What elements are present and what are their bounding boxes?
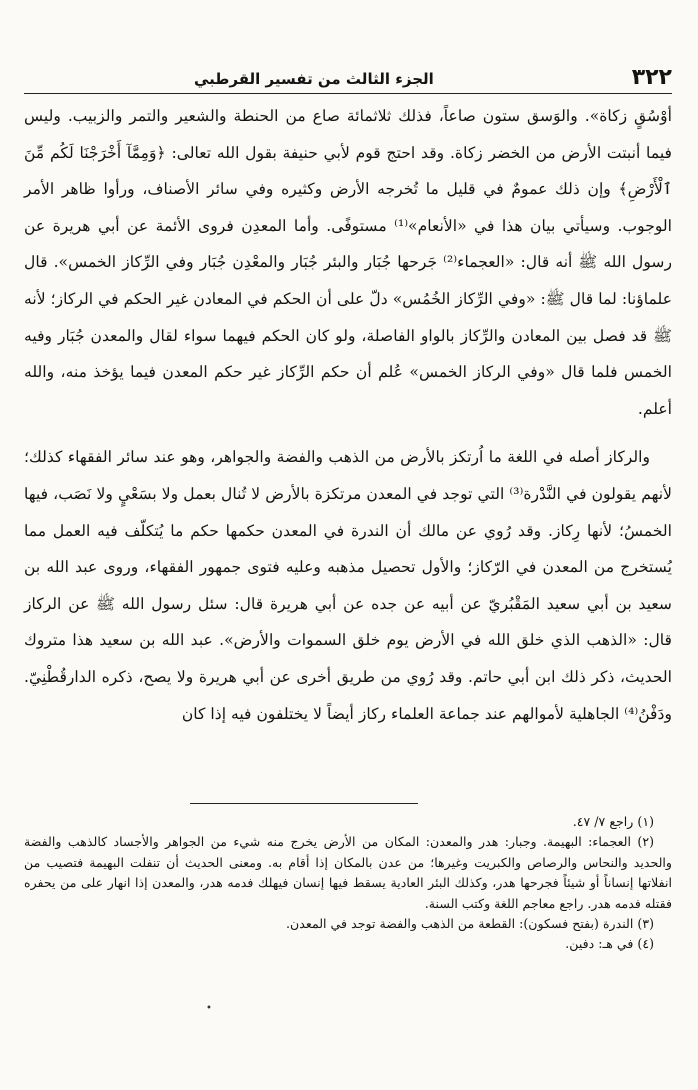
footnote-3: (٣) الندرة (بفتح فسكون): القطعة من الذهب والفضة توجد في المعدن.: [286, 916, 654, 932]
footnote-divider: [190, 803, 418, 804]
body-paragraph: والركاز أصله في اللغة ما اُرتكز بالأرض من الذهب والفضة والجواهر، وهو عند سائر الفقهاء كذلك؛ لأنهم يقولون في النَّدْرة⁽³⁾ التي توجد في المعدن مرتكزة بالأرض لا تُنال بعمل ولا بسَعْيٍ ولا نَصَب، فيها الخمسُ؛ لأنها رِكاز. وقد رُوي عن مالك أن الندرة في المعدن حكمها حكم ما يُتكلّف فيه العمل مما يُستخرج من المعدن في الرّكاز؛ والأول تحصيل مذهبه وعليه فتوى جمهور الفقهاء، وروى عبد الله بن سعيد بن أبي سعيد المَقْبُريّ عن أبيه عن جده عن أبي هريرة قال: سئل رسول الله ﷺ عن الركاز قال: «الذهب الذي خلق الله في الأرض يوم خلق السموات والأرض». عبد الله بن سعيد هذا متروك الحديث، ذكر ذلك ابن أبي حاتم. وقد رُوي من طريق أخرى عن أبي هريرة ولا يصح، ذكره الدارقُطْنِيّ. ودَفْنُ⁽⁴⁾ الجاهلية لأموالهم عند جماعة العلماء ركاز أيضاً لا يختلفون فيه إذا كان: [24, 448, 673, 723]
body-paragraph: أوْسُقٍ زكاة». والوَسق ستون صاعاً، فذلك ثلاثمائة صاع من الحنطة والشعير والتمر والزبيب. وليس فيما أنبتت الأرض من الخضر زكاة. وقد احتج قوم لأبي حنيفة بقول الله تعالى: ﴿وَمِمَّآ أَخْرَجْنَا لَكُم مِّنَ ٱلْأَرْضِ﴾ وإن ذلك عمومٌ في قليل ما تُخرجه الأرض وكثيره وفي سائر الأصناف، ورأوا ظاهر الأمر الوجوب. وسيأتي بيان هذا في «الأنعام»⁽¹⁾ مستوفًى. وأما المعدِن فروى الأئمة عن أبي هريرة عن رسول الله ﷺ أنه قال: «العجماء⁽²⁾ جَرحها جُبَار والبئر جُبَار والمعْدِن جُبَار وفي الرِّكاز الخمس». قال علماؤنا: لما قال ﷺ: «وفي الرِّكاز الخُمُس» دلّ على أن الحكم في المعادن غير الحكم في الركاز؛ لأنه ﷺ قد فصل بين المعادن والرِّكاز بالواو الفاصلة، ولو كان الحكم فيهما سواء لقال والمعدن جُبَار وفيه الخمس فلما قال «وفي الركاز الخمس» عُلم أن حكم الرِّكاز غير حكم المعدن فيما يؤخذ منه، والله أعلم.: [24, 107, 672, 418]
footnote-4: (٤) في هـ: دفين.: [565, 936, 654, 952]
footnotes: [24, 812, 672, 955]
running-title: الجزء الثالث من تفسير القرطبي: [194, 70, 434, 88]
page-header: [24, 58, 672, 90]
main-text: [24, 98, 672, 732]
footnote-1: (١) راجع ٧/ ٤٧.: [572, 814, 654, 829]
footnote-2: (٢) العجماء: البهيمة. وجبار: هدر والمعدن: المكان من الأرض يخرج منه شيء من الجواهر والأجساد كالذهب والفضة والحديد والنحاس والرصاص والكبريت وغيرها؛ من عدن بالمكان إذا أقام به. ومعنى الحديث أن تنفلت البهيمة فتصيب من انفلاتها إنساناً أو شيئاً فجرحها هدر، وكذلك البئر العادية يسقط فيها إنسان فيهلك فدمه هدر، والمعدن إذا انهار على من يحفره فقتله فدمه هدر. راجع معاجم اللغة وكتب السنة.: [24, 834, 672, 911]
page-number: ٣٢٢: [631, 65, 672, 90]
header-rule: [24, 93, 672, 94]
print-mark: •: [206, 1003, 212, 1014]
